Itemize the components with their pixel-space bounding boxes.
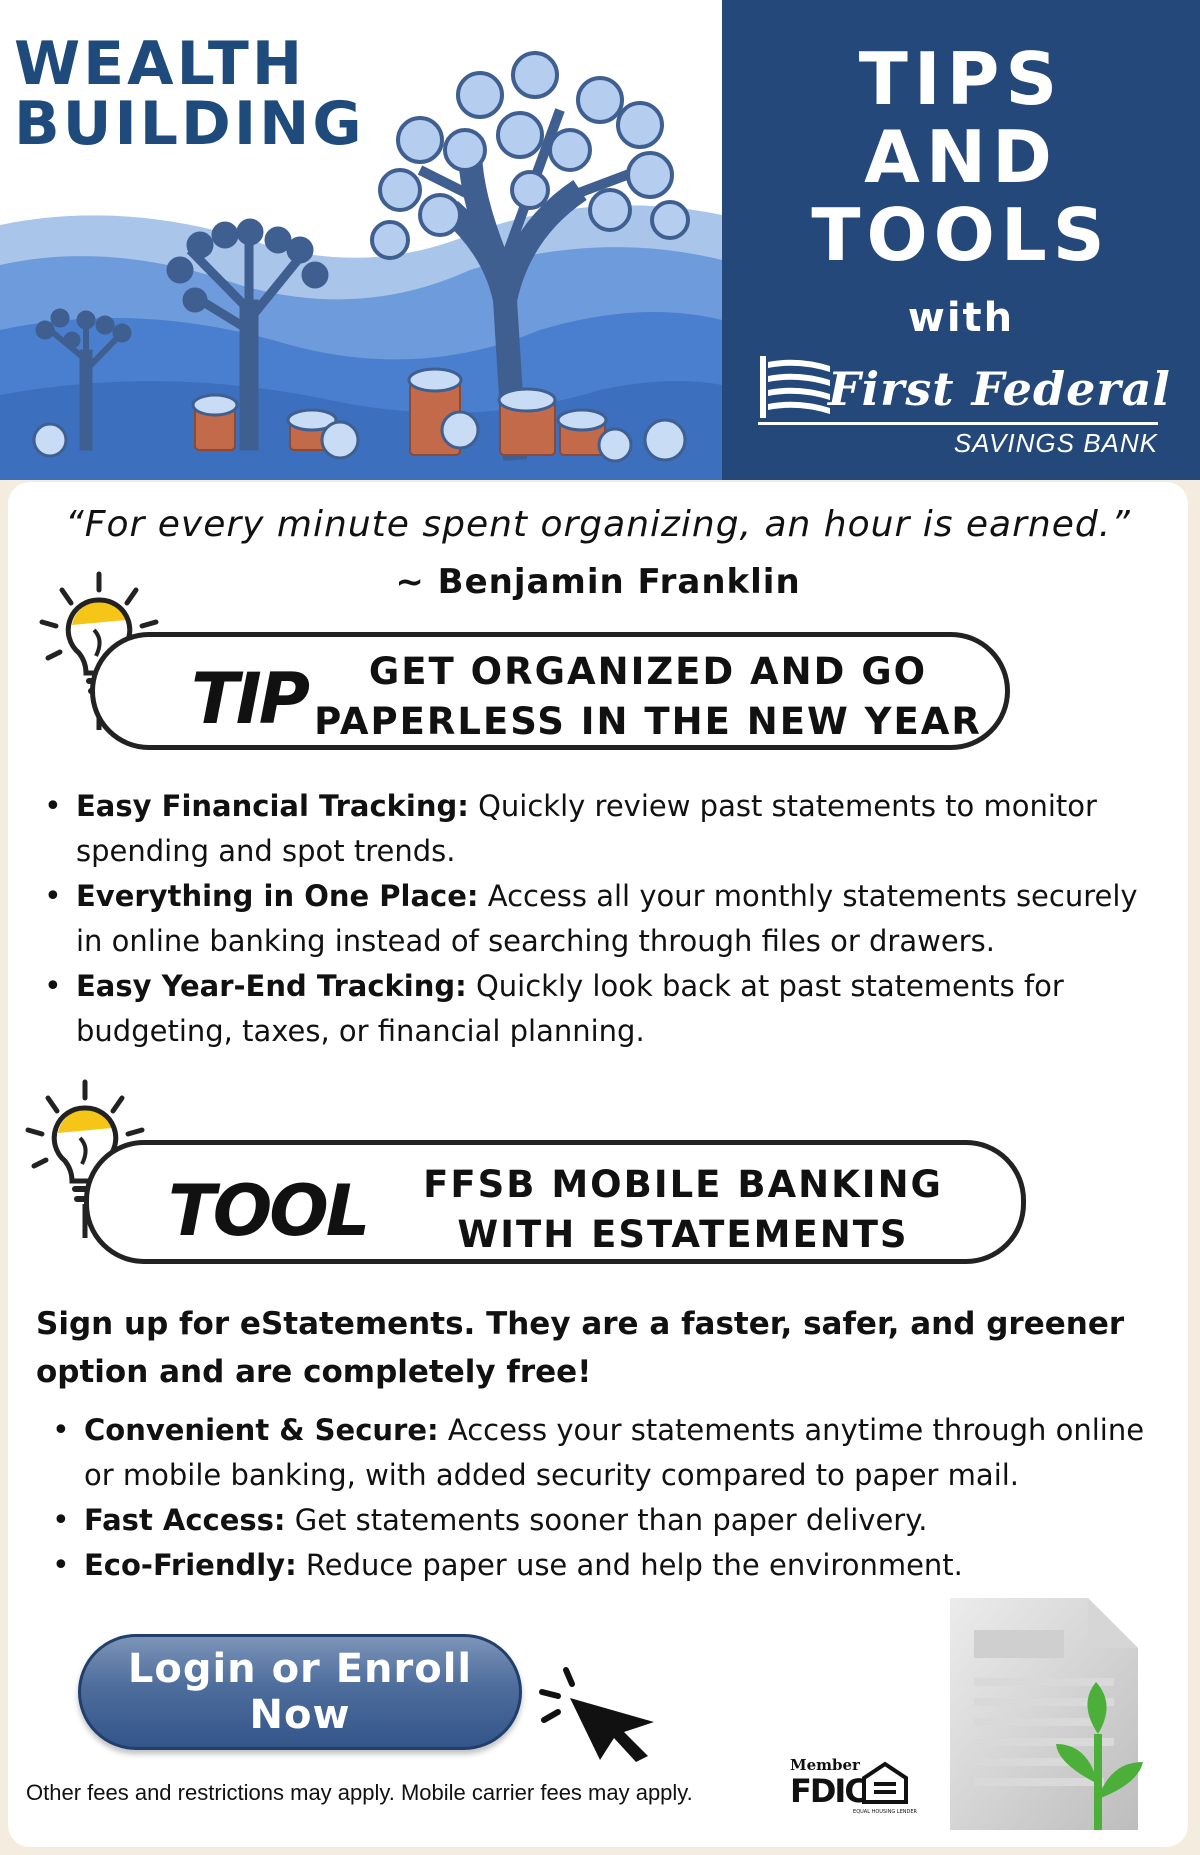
flag-icon [758,356,832,418]
disclaimer-text: Other fees and restrictions may apply. Mobile carrier fees may apply. [26,1780,693,1805]
hero-title-line: BUILDING [14,89,365,159]
tool-title-line: FFSB MOBILE BANKING [423,1163,943,1206]
fdic-text: FDIC [790,1772,866,1810]
list-item [52,1408,1152,1498]
list-item [52,1543,1152,1588]
list-item [44,874,1154,964]
fdic-equal-housing-logo [790,1750,917,1820]
tip-title [308,647,988,747]
list-item [52,1498,1152,1543]
login-enroll-button[interactable]: Login or Enroll Now [78,1634,522,1750]
list-item-text: Access all your monthly statements securely in online banking instead of searching through files or drawers. [76,879,1138,958]
list-item-text: Reduce paper use and help the environment. [296,1548,963,1582]
equal-housing-text: EQUAL HOUSING LENDER [853,1809,917,1815]
tips-and-tools-title [722,37,1200,277]
list-item-heading: Fast Access: [84,1503,286,1537]
tip-tag: TIP [191,658,308,740]
hero-title-line: WEALTH [14,29,306,99]
bank-name: First Federal [828,362,1171,416]
tool-lead-text: Sign up for eStatements. They are a faster, safer, and greener option and are completely free! [36,1306,1125,1390]
list-item-heading: Eco-Friendly: [84,1548,297,1582]
list-item [44,964,1154,1054]
tool-tag: TOOL [168,1170,368,1252]
quote-author: ~ Benjamin Franklin [395,562,801,602]
quote-text: “For every minute spent organizing, an hour is earned.” [65,504,1131,545]
cursor-click-icon [536,1662,666,1762]
tool-title-line: WITH ESTATEMENTS [457,1213,909,1256]
list-item-heading: Everything in One Place: [76,879,479,913]
fdic-member-text: Member [790,1756,860,1774]
tip-list [44,784,1154,1054]
tip-title-line: PAPERLESS IN THE NEW YEAR [314,700,982,743]
hero-banner [0,0,722,480]
tips-title-line: TOOLS [811,193,1111,277]
with-text: with [907,295,1015,341]
bank-logo-divider [758,422,1158,425]
tips-title-line: AND [864,115,1058,199]
list-item [44,784,1154,874]
list-item-text: Quickly look back at past statements for budgeting, taxes, or financial planning. [76,969,1064,1048]
tool-title [388,1160,978,1260]
hero-title [14,29,365,159]
content-card [8,482,1188,1847]
brand-panel [722,0,1200,480]
tool-list [52,1408,1152,1588]
list-item-heading: Easy Financial Tracking: [76,789,469,823]
list-item-text: Access your statements anytime through online or mobile banking, with added security compared to paper mail. [84,1413,1145,1492]
list-item-heading: Convenient & Secure: [84,1413,439,1447]
tips-title-line: TIPS [858,37,1064,121]
list-item-text: Get statements sooner than paper delivery. [285,1503,928,1537]
bank-logo [758,352,1171,462]
list-item-text: Quickly review past statements to monitor spending and spot trends. [76,789,1097,868]
document-plant-icon [938,1594,1158,1834]
tip-title-line: GET ORGANIZED AND GO [368,650,928,693]
list-item-heading: Easy Year-End Tracking: [76,969,467,1003]
bank-subtitle: SAVINGS BANK [953,428,1158,458]
